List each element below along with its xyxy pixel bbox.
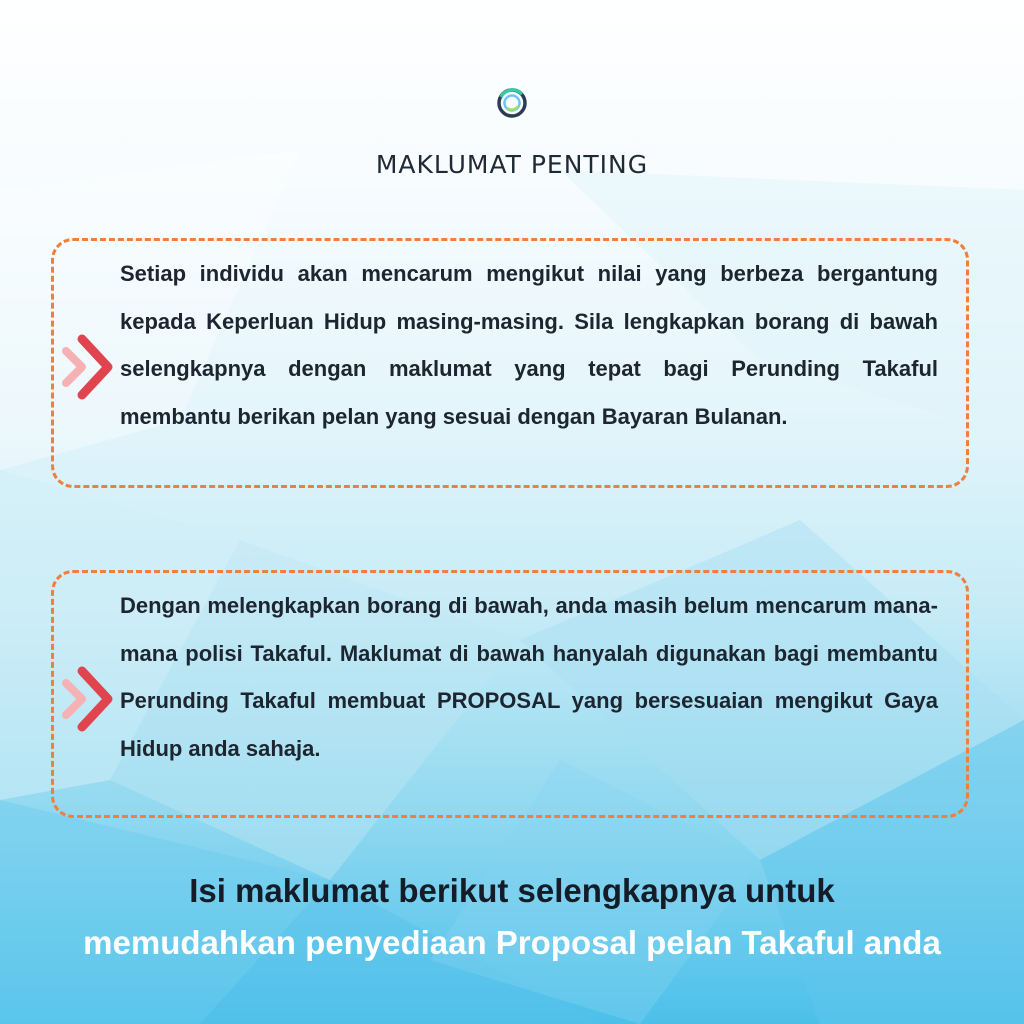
footer-line-2: memudahkan penyediaan Proposal pelan Takaful anda [83,924,941,961]
notice-box-2 [51,570,969,818]
footer-line-1: Isi maklumat berikut selengkapnya untuk [189,872,835,909]
notice-box-1 [51,238,969,488]
double-chevron-right-icon [60,661,114,737]
ring-logo-icon [495,86,529,120]
notice-text-2: Dengan melengkapkan borang di bawah, anda masih belum mencarum mana-mana polisi Takaful. Maklumat di bawah hanyalah digunakan bagi membantu Perunding Takaful membuat PROPOSAL yang bersesuaian mengikut Gaya Hidup anda sahaja. [120,593,938,761]
notice-text-1: Setiap individu akan mencarum mengikut nilai yang berbeza bergantung kepada Keperluan Hidup masing-masing. Sila lengkapkan borang di bawah selengkapnya dengan maklumat yang tepat bagi Perunding Takaful membantu berikan pelan yang sesuai dengan Bayaran Bulanan. [120,261,938,429]
page-title: MAKLUMAT PENTING [375,150,649,179]
double-chevron-right-icon [60,329,114,405]
